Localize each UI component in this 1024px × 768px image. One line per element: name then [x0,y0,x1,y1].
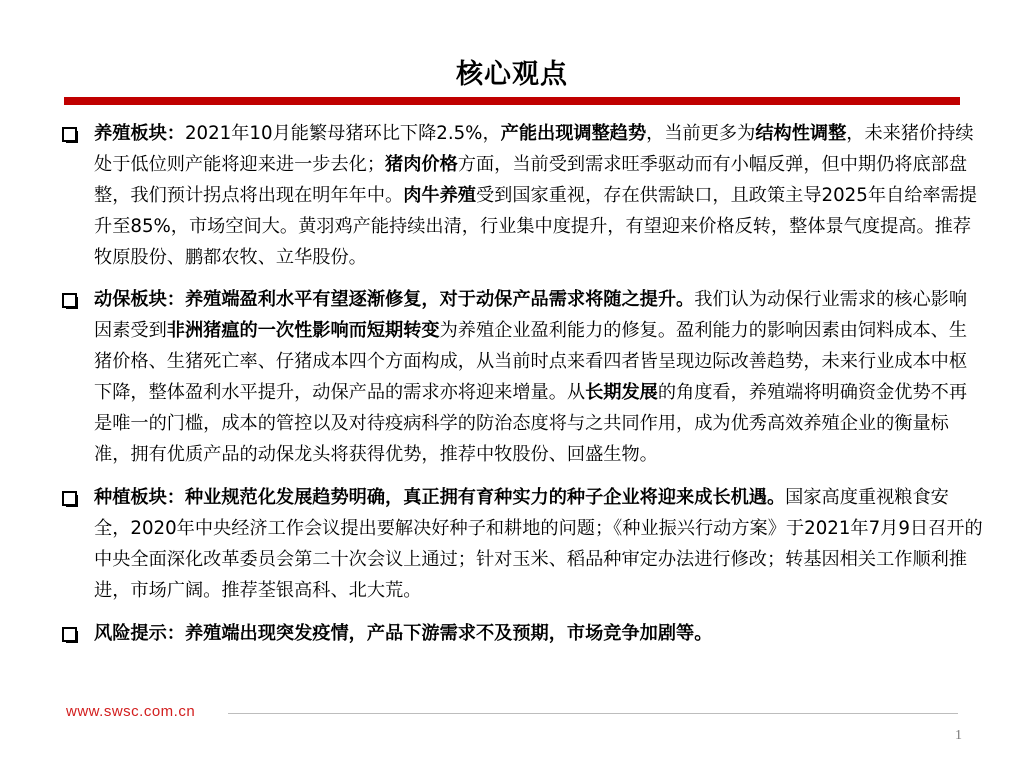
text-segment: 受到国家重视，存在供需缺口，且政策主导2025年自给率需提升至85%，市场空间大。黄羽鸡产能持续出清，行业集中度提升，有望迎来价格反转，整体景气度提高。推荐牧原股份、鹏都农牧、立华股份。 [94,185,977,268]
bold-text-segment: 非洲猪瘟的一次性影响而短期转变 [166,320,440,341]
text-segment: 2021年10月能繁母猪环比下降2.5%， [184,123,501,144]
footer-website-url[interactable]: www.swsc.com.cn [66,703,196,720]
bold-text-segment: 动保板块：养殖端盈利水平有望逐渐修复，对于动保产品需求将随之提升。 [94,289,695,310]
bullet-text [94,123,977,268]
text-segment: 方面，当前受到需求旺季驱动而有小幅反弹，但中期仍将底部盘整，我们预计拐点将出现在明年年中。 [94,154,968,206]
bold-text-segment: 种植板块：种业规范化发展趋势明确，真正拥有育种实力的种子企业将迎来成长机遇。 [94,487,786,508]
bullet-risk [56,618,984,649]
bullet-planting [56,482,984,606]
bullet-text [94,289,967,465]
text-segment: ，未来猪价持续处于低位则产能将迎来进一步去化； [94,123,974,175]
page-number: 1 [955,728,962,743]
text-segment: 我们认为动保行业需求的核心影响因素受到 [94,289,968,341]
bullet-text [94,487,983,601]
checkbox-bullet-icon [62,127,77,142]
text-segment: 的角度看，养殖端将明确资金优势不再是唯一的门槛，成本的管控以及对待疫病科学的防治态度将与之共同作用，成为优秀高效养殖企业的衡量标准，拥有优质产品的动保龙头将获得优势，推荐中牧股份、回盛生物。 [94,382,968,465]
text-segment: 国家高度重视粮食安全，2020年中央经济工作会议提出要解决好种子和耕地的问题；《种业振兴行动方案》于2021年7月9日召开的中央全面深化改革委员会第二十次会议上通过；针对玉米、稻品种审定办法进行修改；转基因相关工作顺利推进，市场广阔。推荐荃银高科、北大荒。 [94,487,983,601]
bold-text-segment: 养殖板块： [94,123,185,144]
checkbox-bullet-icon [62,491,77,506]
bullet-animal-health [56,284,984,470]
checkbox-bullet-icon [62,627,77,642]
bullet-breeding [56,118,984,273]
checkbox-bullet-icon [62,293,77,308]
bullet-text [94,623,712,644]
bold-text-segment: 结构性调整 [755,123,847,144]
bold-text-segment: 猪肉价格 [385,154,458,175]
bullet-list [56,118,984,660]
text-segment: 为养殖企业盈利能力的修复。盈利能力的影响因素由饲料成本、生猪价格、生猪死亡率、仔猪成本四个方面构成，从当前时点来看四者皆呈现边际改善趋势，未来行业成本中枢下降，整体盈利水平提升，动保产品的需求亦将迎来增量。从 [94,320,968,403]
footer-divider [228,713,958,714]
bold-text-segment: 风险提示：养殖端出现突发疫情，产品下游需求不及预期，市场竞争加剧等。 [94,623,713,644]
text-segment: ，当前更多为 [646,123,756,144]
title-divider [64,97,960,105]
bold-text-segment: 产能出现调整趋势 [500,123,647,144]
page-title: 核心观点 [456,59,568,90]
bold-text-segment: 长期发展 [585,382,658,403]
bold-text-segment: 肉牛养殖 [403,185,476,206]
